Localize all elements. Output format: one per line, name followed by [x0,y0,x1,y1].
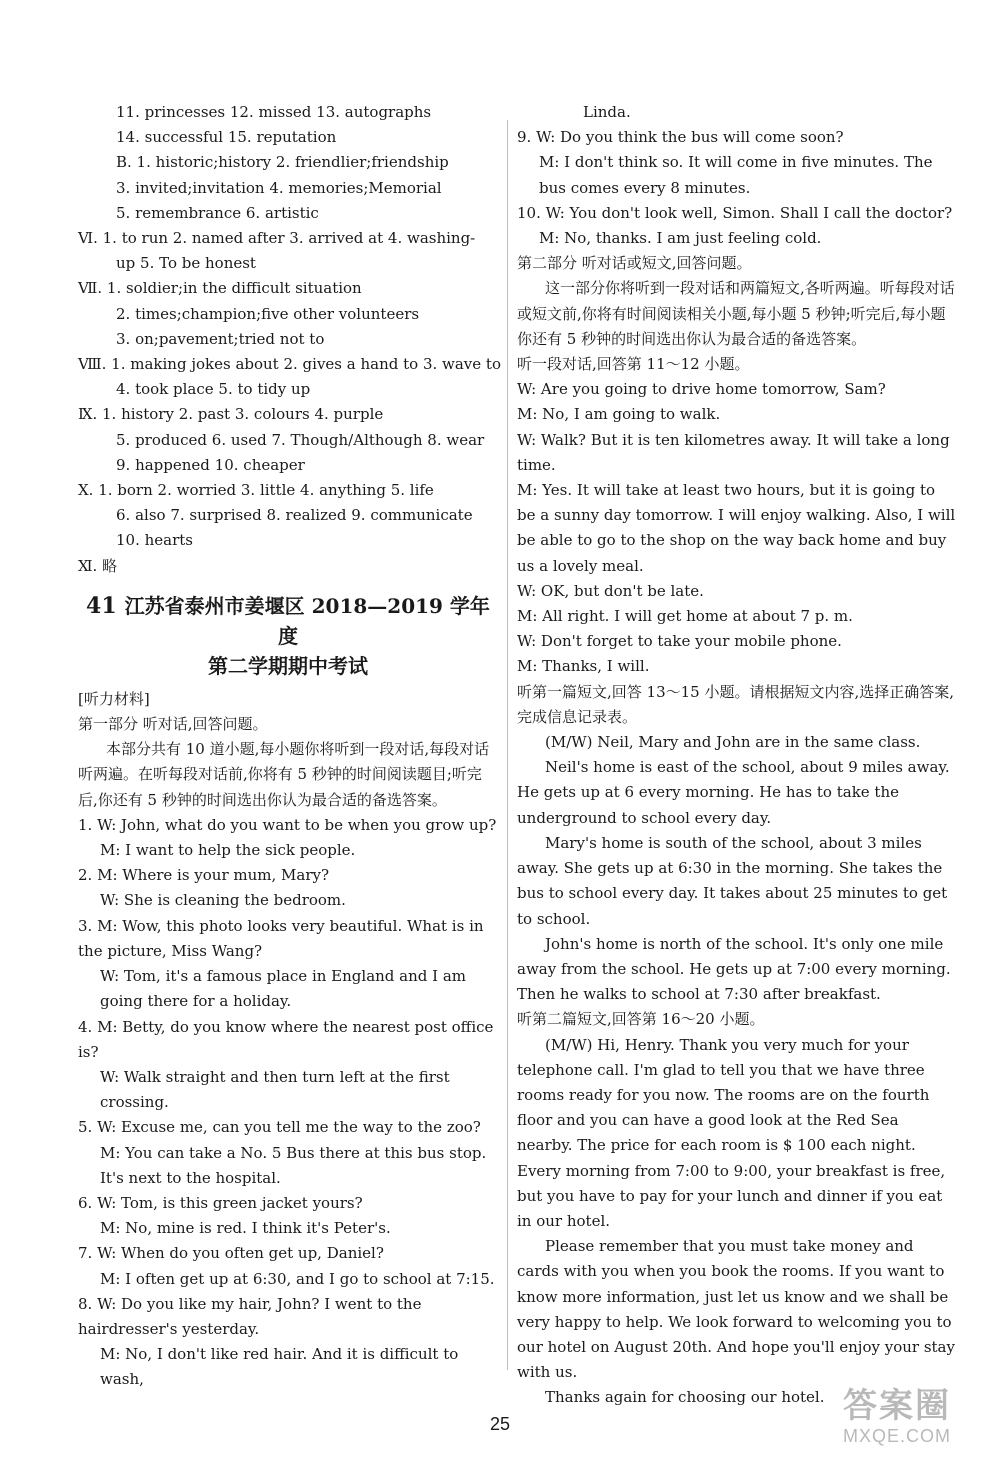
answer-line: 10. hearts [116,531,193,550]
dialogue-line: M: I often get up at 6:30, and I go to school at 7:15. [100,1269,495,1288]
answer-line: Ⅶ. 1. soldier;in the difficult situation [78,279,362,298]
conversation-line: M: All right. I will get home at about 7 p. m. [517,607,853,626]
part1-intro: 本部分共有 10 道小题,每小题你将听到一段对话,每段对话听两遍。在听每段对话前,你将有 5 秒钟的时间阅读题目;听完后,你还有 5 秒钟的时间选出你认为最合适的备选答案。 [78,740,490,809]
right-column [517,100,957,1411]
passage2-paragraph: (M/W) Hi, Henry. Thank you very much for your telephone call. I'm glad to tell you that we have three rooms ready for you now. The rooms are on the fourth floor and you can have a good look at the Red Sea nearby. The price for each room is $ 100 each night. Every morning from 7:00 to 9:00, your breakfast is free, but you have to pay for your lunch and dinner if you eat in our hotel. [517,1035,946,1230]
answer-line: 5. produced 6. used 7. Though/Although 8. wear [116,430,485,449]
dialogue-line: M: No, mine is red. I think it's Peter's. [100,1219,391,1238]
dialogue-line: W: Walk straight and then turn left at the first crossing. [100,1067,450,1112]
conversation-line: W: Are you going to drive home tomorrow, Sam? [517,380,886,399]
dialogue-line: M: You can take a No. 5 Bus there at this bus stop. It's next to the hospital. [100,1143,487,1187]
passage1-label: 听第一篇短文,回答 13～15 小题。请根据短文内容,选择正确答案,完成信息记录表。 [517,682,955,726]
passage1-paragraph: Neil's home is east of the school, about 9 miles away. He gets up at 6 every morning. He has to take the underground to school every day. [517,758,950,827]
dialogue-label: 听一段对话,回答第 11～12 小题。 [517,355,750,374]
dialogue-line: W: She is cleaning the bedroom. [100,891,346,910]
answer-line: 4. took place 5. to tidy up [116,380,311,399]
section-title [78,591,498,681]
answer-line: B. 1. historic;history 2. friendlier;friendship [116,153,449,172]
answer-line: 6. also 7. surprised 8. realized 9. communicate [116,506,473,525]
answer-line: 5. remembrance 6. artistic [116,203,319,222]
section-number: 41 [86,592,117,619]
answer-line: 9. happened 10. cheaper [116,455,305,474]
conversation-line: M: Yes. It will take at least two hours, but it is going to be a sunny day tomorrow. I will enjoy walking. Also, I will be able to go to the shop on the way back home and buy us a lovely meal. [517,481,956,575]
conversation-line: W: OK, but don't be late. [517,581,704,600]
conversation-line: W: Walk? But it is ten kilometres away. It will take a long time. [517,430,950,474]
dialogue-line: 2. M: Where is your mum, Mary? [78,866,330,885]
answer-line: 2. times;champion;five other volunteers [116,304,420,323]
dialogue-line: W: Tom, it's a famous place in England and I am going there for a holiday. [100,967,466,1011]
part2-intro: 这一部分你将听到一段对话和两篇短文,各听两遍。听每段对话或短文前,你将有时间阅读相关小题,每小题 5 秒钟;听完后,每小题你还有 5 秒钟的时间选出你认为最合适的备选答案。 [517,279,955,348]
dialogue-line: 10. W: You don't look well, Simon. Shall I call the doctor? [517,203,953,222]
conversation-line: M: Thanks, I will. [517,657,650,676]
dialogue-line: 3. M: Wow, this photo looks very beautiful. What is in the picture, Miss Wang? [78,916,484,960]
dialogue-line: 7. W: When do you often get up, Daniel? [78,1244,384,1263]
answer-line: 3. on;pavement;tried not to [116,329,325,348]
part1-heading: 第一部分 听对话,回答问题。 [78,715,268,734]
part2-heading: 第二部分 听对话或短文,回答问题。 [517,254,752,273]
dialogue-line: 8. W: Do you like my hair, John? I went to the hairdresser's yesterday. [78,1294,422,1338]
continuation-line: Linda. [583,103,631,121]
passage2-paragraph: Thanks again for choosing our hotel. [545,1388,825,1407]
dialogue-line: 5. W: Excuse me, can you tell me the way to the zoo? [78,1118,481,1137]
section-title-line1: 江苏省泰州市姜堰区 2018—2019 学年度 [124,593,490,648]
answer-line: Ⅺ. 略 [78,556,118,575]
answer-line: Ⅸ. 1. history 2. past 3. colours 4. purple [78,405,384,424]
passage2-label: 听第二篇短文,回答第 16～20 小题。 [517,1010,765,1029]
dialogue-line: 1. W: John, what do you want to be when you grow up? [78,815,497,834]
dialogue-line: M: No, I don't like red hair. And it is difficult to wash, [100,1345,459,1389]
answer-line: Ⅵ. 1. to run 2. named after 3. arrived at 4. washing- [78,229,476,248]
answer-line: up 5. To be honest [116,254,256,273]
passage1-paragraph: (M/W) Neil, Mary and John are in the same class. [545,733,921,752]
watermark-logo [812,1386,982,1447]
page-number: 25 [489,1414,511,1434]
answer-line: 14. successful 15. reputation [116,128,337,147]
dialogue-line: M: I don't think so. It will come in five minutes. The bus comes every 8 minutes. [539,153,933,197]
dialogue-line: M: No, thanks. I am just feeling cold. [539,229,822,248]
listening-label: [听力材料] [78,689,150,708]
passage2-paragraph: Please remember that you must take money and cards with you when you book the rooms. If you want to know more information, just let us know and we shall be very happy to help. We look forward to welcoming you to our hotel on August 20th. And hope you'll enjoy your stay with us. [517,1237,955,1382]
watermark-text: 答案圈 [843,1387,951,1425]
dialogue-line: M: I want to help the sick people. [100,841,356,860]
conversation-line: W: Don't forget to take your mobile phone. [517,632,842,651]
answer-line: Ⅹ. 1. born 2. worried 3. little 4. anything 5. life [78,481,434,500]
column-divider [507,120,508,1370]
dialogue-line: 9. W: Do you think the bus will come soon? [517,128,844,147]
left-column [78,100,501,1393]
passage1-paragraph: John's home is north of the school. It's only one mile away from the school. He gets up at 7:00 every morning. Then he walks to school at 7:30 after breakfast. [517,934,951,1004]
answer-line: 3. invited;invitation 4. memories;Memorial [116,178,442,197]
answer-line: Ⅷ. 1. making jokes about 2. gives a hand to 3. wave to [78,355,501,374]
watermark-url: MXQE.COM [842,1426,951,1446]
passage1-paragraph: Mary's home is south of the school, about 3 miles away. She gets up at 6:30 in the morning. She takes the bus to school every day. It takes about 25 minutes to get to school. [517,833,948,928]
dialogue-line: 4. M: Betty, do you know where the nearest post office is? [78,1017,494,1061]
answer-line: 11. princesses 12. missed 13. autographs [116,103,432,121]
section-title-line2: 第二学期期中考试 [208,653,368,678]
dialogue-line: 6. W: Tom, is this green jacket yours? [78,1193,363,1212]
conversation-line: M: No, I am going to walk. [517,405,721,424]
